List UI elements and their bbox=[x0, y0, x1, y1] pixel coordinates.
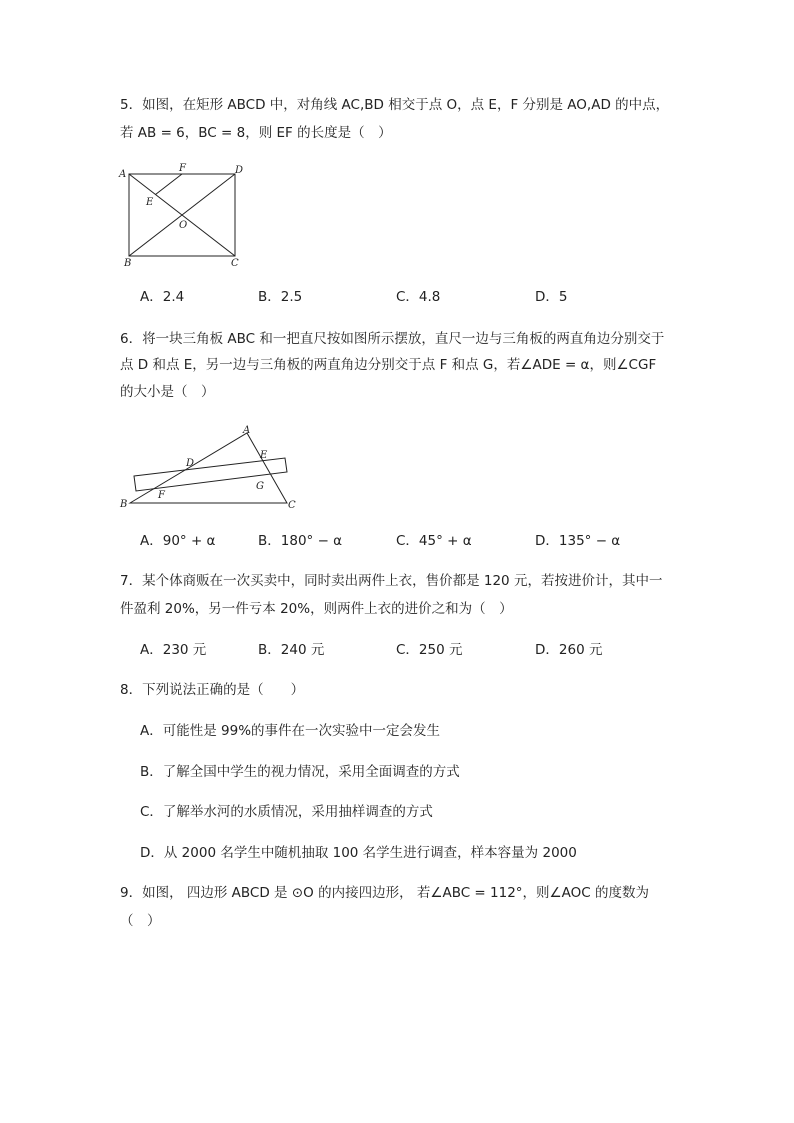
q7-option-b: B．240 元 bbox=[258, 642, 325, 658]
q8-text-line-1: 8．下列说法正确的是（ ） bbox=[120, 682, 305, 698]
q5-text-line-1: 5．如图，在矩形 ABCD 中，对角线 AC,BD 相交于点 O，点 E，F 分别是 AO,AD 的中点， bbox=[120, 97, 670, 113]
q6-text-line-2: 点 D 和点 E，另一边与三角板的两直角边分别交于点 F 和点 G，若∠ADE = α，则∠CGF bbox=[120, 357, 657, 373]
label-d: D bbox=[235, 165, 244, 176]
q8-statement-a: A．可能性是 99%的事件在一次实验中一定会发生 bbox=[140, 723, 441, 739]
q6-options bbox=[140, 531, 700, 551]
q5-option-c: C．4.8 bbox=[396, 289, 441, 305]
q6-triangle-ruler-figure bbox=[115, 420, 315, 515]
q6-text-line-1: 6．将一块三角板 ABC 和一把直尺按如图所示摆放，直尺一边与三角板的两直角边分别交于 bbox=[120, 331, 665, 347]
q5-option-b: B．2.5 bbox=[258, 289, 303, 305]
q6-option-d: D．135° − α bbox=[535, 533, 621, 549]
q8-statement-b: B．了解全国中学生的视力情况，采用全面调查的方式 bbox=[140, 764, 460, 780]
label-f: F bbox=[158, 490, 165, 501]
label-c: C bbox=[288, 500, 296, 511]
q5-rectangle-figure bbox=[115, 160, 255, 272]
q8-statement-d: D．从 2000 名学生中随机抽取 100 名学生进行调查，样本容量为 2000 bbox=[140, 845, 577, 861]
label-f: F bbox=[179, 163, 186, 174]
label-d: D bbox=[186, 458, 195, 469]
label-c: C bbox=[231, 258, 239, 269]
q6-text-line-3: 的大小是（ ） bbox=[120, 384, 215, 400]
label-g: G bbox=[256, 481, 264, 492]
label-a: A bbox=[243, 425, 251, 436]
label-e: E bbox=[260, 450, 268, 461]
q7-text-line-1: 7．某个体商贩在一次买卖中，同时卖出两件上衣，售价都是 120 元，若按进价计，其中一 bbox=[120, 573, 663, 589]
q5-options bbox=[140, 287, 700, 307]
q6-option-c: C．45° + α bbox=[396, 533, 472, 549]
q7-option-d: D．260 元 bbox=[535, 642, 603, 658]
q7-option-c: C．250 元 bbox=[396, 642, 463, 658]
triangle-abc bbox=[130, 433, 287, 503]
label-o: O bbox=[179, 220, 188, 231]
q8-statement-c: C．了解举水河的水质情况，采用抽样调查的方式 bbox=[140, 804, 433, 820]
q6-option-a: A．90° + α bbox=[140, 533, 216, 549]
q5-option-a: A．2.4 bbox=[140, 289, 185, 305]
q7-text-line-2: 件盈利 20%，另一件亏本 20%，则两件上衣的进价之和为（ ） bbox=[120, 601, 513, 617]
q5-text-line-2: 若 AB = 6，BC = 8，则 EF 的长度是（ ） bbox=[120, 125, 392, 141]
q7-option-a: A．230 元 bbox=[140, 642, 207, 658]
q7-options bbox=[140, 640, 700, 660]
label-e: E bbox=[146, 197, 154, 208]
segment-ef bbox=[156, 174, 183, 195]
label-b: B bbox=[124, 258, 132, 269]
q9-text-line-2: （ ） bbox=[120, 913, 161, 929]
q9-text-line-1: 9．如图， 四边形 ABCD 是 ⊙O 的内接四边形， 若∠ABC = 112°，则∠AOC 的度数为 bbox=[120, 885, 649, 901]
label-b: B bbox=[120, 499, 128, 510]
q5-option-d: D．5 bbox=[535, 289, 568, 305]
label-a: A bbox=[119, 169, 127, 180]
q6-option-b: B．180° − α bbox=[258, 533, 343, 549]
